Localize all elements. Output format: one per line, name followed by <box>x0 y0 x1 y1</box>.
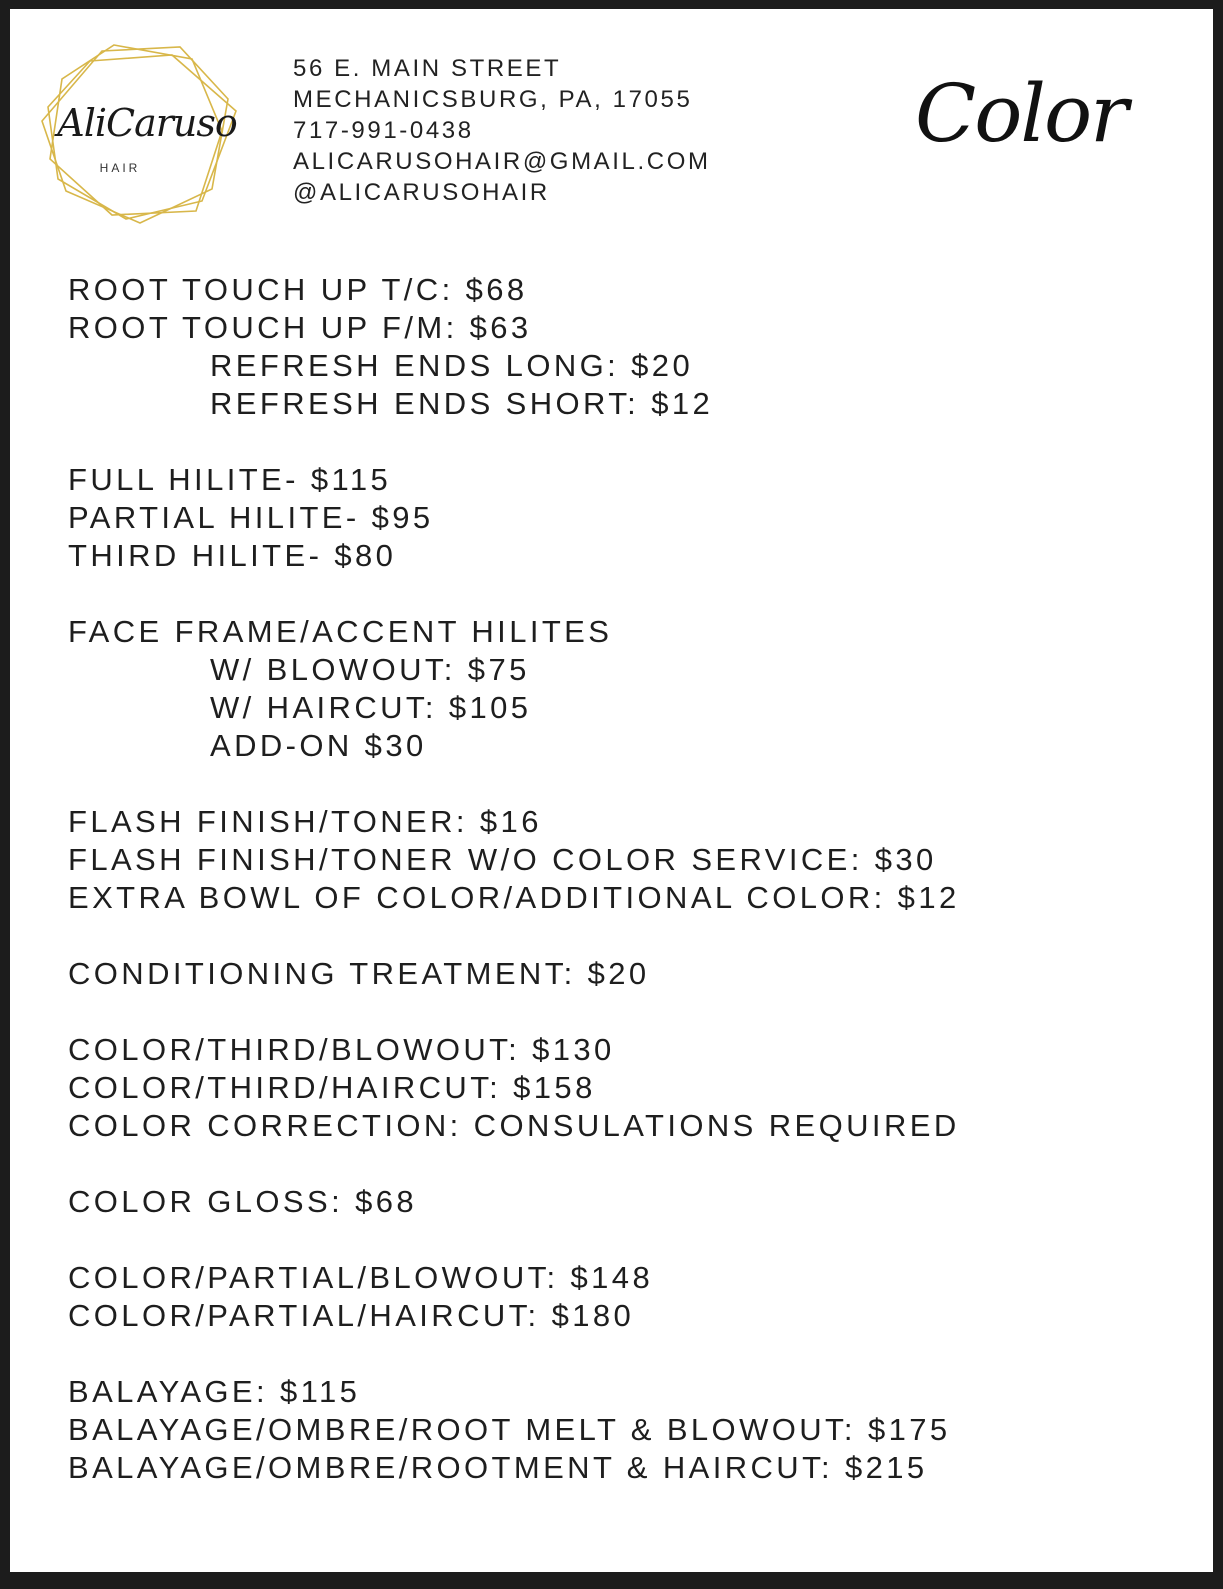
service-group <box>68 461 1188 575</box>
service-group <box>68 613 1188 765</box>
service-line: W/ HAIRCUT: $105 <box>210 690 532 725</box>
address-street: 56 E. MAIN STREET <box>293 55 562 82</box>
phone-number: 717-991-0438 <box>293 117 474 144</box>
service-group <box>68 1031 1188 1145</box>
service-group <box>68 1183 1188 1221</box>
email-address: ALICARUSOHAIR@GMAIL.COM <box>293 148 711 175</box>
service-group <box>68 955 1188 993</box>
service-line: COLOR/PARTIAL/HAIRCUT: $180 <box>68 1298 635 1333</box>
service-line: BALAYAGE: $115 <box>68 1374 361 1409</box>
service-line: COLOR/PARTIAL/BLOWOUT: $148 <box>68 1260 654 1295</box>
salon-logo <box>32 39 262 229</box>
service-line: FACE FRAME/ACCENT HILITES <box>68 614 613 649</box>
service-line: BALAYAGE/OMBRE/ROOT MELT & BLOWOUT: $175 <box>68 1412 951 1447</box>
page-title: Color <box>915 67 1127 160</box>
service-line: W/ BLOWOUT: $75 <box>210 652 530 687</box>
price-list-page <box>10 9 1213 1572</box>
service-group <box>68 803 1188 917</box>
service-line: COLOR/THIRD/HAIRCUT: $158 <box>68 1070 596 1105</box>
service-group <box>68 1373 1188 1487</box>
service-line: PARTIAL HILITE- $95 <box>68 500 434 535</box>
logo-script-text: AliCaruso <box>57 101 237 145</box>
service-line: EXTRA BOWL OF COLOR/ADDITIONAL COLOR: $12 <box>68 880 960 915</box>
service-line: ROOT TOUCH UP T/C: $68 <box>68 272 528 307</box>
service-line: FLASH FINISH/TONER: $16 <box>68 804 542 839</box>
service-line: COLOR CORRECTION: CONSULATIONS REQUIRED <box>68 1108 960 1143</box>
service-line: REFRESH ENDS LONG: $20 <box>210 348 694 383</box>
social-handle: @ALICARUSOHAIR <box>293 179 550 206</box>
service-line: ROOT TOUCH UP F/M: $63 <box>68 310 532 345</box>
service-line: BALAYAGE/OMBRE/ROOTMENT & HAIRCUT: $215 <box>68 1450 928 1485</box>
service-group <box>68 271 1188 423</box>
logo-hair-text: HAIR <box>99 161 141 175</box>
services-list <box>68 271 1188 1525</box>
service-group <box>68 1259 1188 1335</box>
service-line: CONDITIONING TREATMENT: $20 <box>68 956 650 991</box>
service-line: FULL HILITE- $115 <box>68 462 392 497</box>
contact-info <box>293 53 711 208</box>
service-line: THIRD HILITE- $80 <box>68 538 397 573</box>
service-line: COLOR/THIRD/BLOWOUT: $130 <box>68 1032 615 1067</box>
service-line: FLASH FINISH/TONER W/O COLOR SERVICE: $30 <box>68 842 937 877</box>
service-line: COLOR GLOSS: $68 <box>68 1184 418 1219</box>
service-line: ADD-ON $30 <box>210 728 427 763</box>
address-city: MECHANICSBURG, PA, 17055 <box>293 86 693 113</box>
service-line: REFRESH ENDS SHORT: $12 <box>210 386 714 421</box>
